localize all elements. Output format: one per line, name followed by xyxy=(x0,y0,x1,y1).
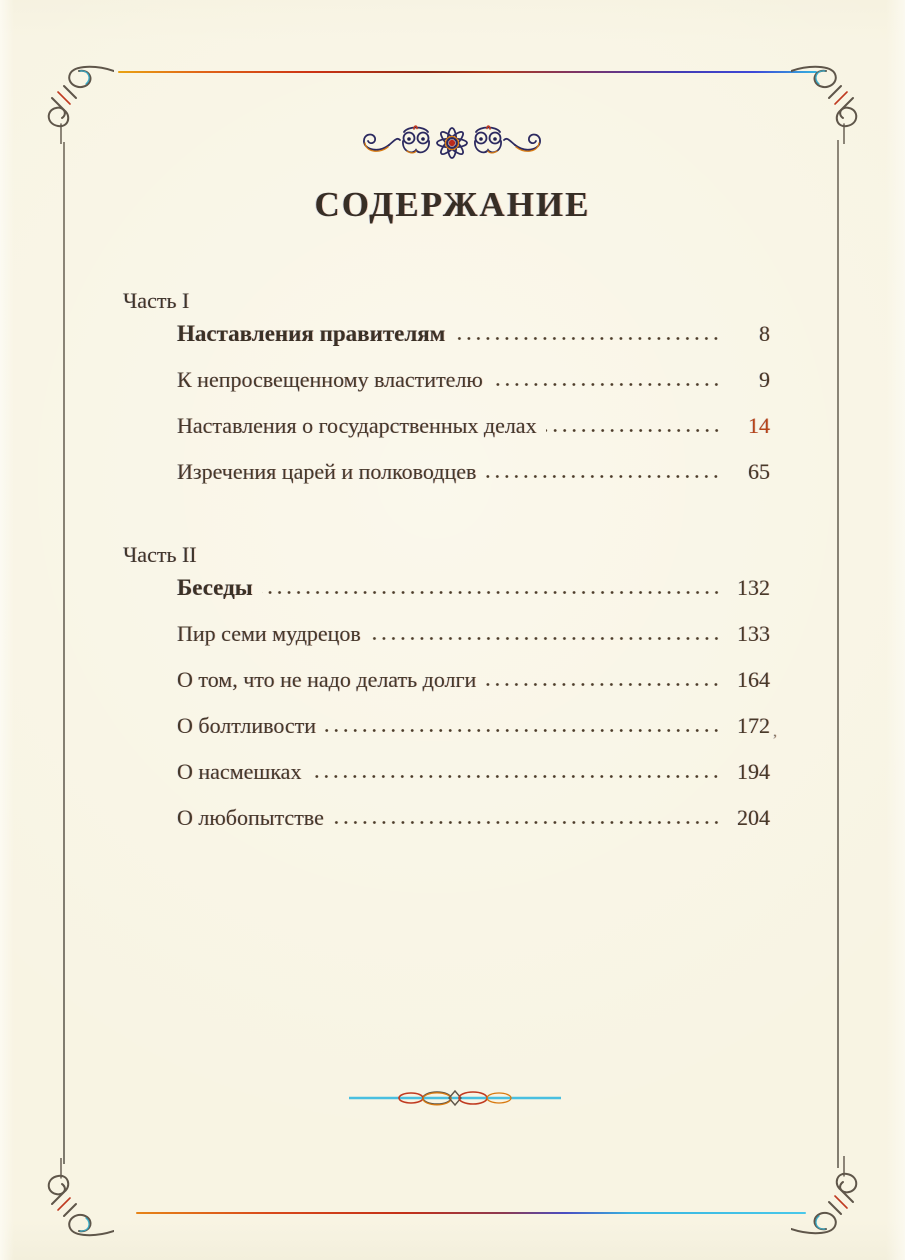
page-number: 9 xyxy=(759,367,770,392)
corner-knot-flourish-top-right xyxy=(791,64,871,144)
page-number: 204 xyxy=(737,805,770,830)
toc-entry xyxy=(123,414,770,437)
headpiece-ornament xyxy=(357,122,547,164)
page-number: 8 xyxy=(759,321,770,346)
entry-title: Пир семи мудрецов xyxy=(177,621,361,646)
entry-title: Изречения царей и полководцев xyxy=(177,459,477,484)
dot-leader xyxy=(333,820,721,825)
toc-entry xyxy=(123,576,770,599)
entry-title: О насмешках xyxy=(177,759,302,784)
toc-entry xyxy=(123,760,770,783)
toc-entry xyxy=(123,806,770,829)
page-number: 133 xyxy=(737,621,770,646)
toc-section-part-1 xyxy=(123,289,770,483)
entry-title: К непросвещенному властителю xyxy=(177,367,483,392)
entry-title: О том, что не надо делать долги xyxy=(177,667,477,692)
page-number: 65 xyxy=(748,459,770,484)
corner-knot-flourish-bottom-right xyxy=(791,1156,871,1236)
page-number: 132 xyxy=(737,575,770,600)
entry-title: О любопытстве xyxy=(177,805,324,830)
table-of-contents xyxy=(123,288,777,852)
tailpiece-ornament xyxy=(349,1086,561,1110)
dot-leader xyxy=(492,382,721,387)
frame-border-left xyxy=(63,142,65,1164)
corner-knot-flourish-bottom-left xyxy=(34,1158,114,1238)
entry-title: О болтливости xyxy=(177,713,317,738)
frame-border-top xyxy=(118,71,817,73)
toc-entry xyxy=(123,322,770,345)
toc-entry xyxy=(123,460,770,483)
toc-entry xyxy=(123,622,770,645)
stray-ink-mark: , xyxy=(773,723,777,740)
toc-section-part-2 xyxy=(123,542,777,830)
toc-entry xyxy=(123,713,777,740)
dot-leader xyxy=(262,590,721,595)
section-label: Часть II xyxy=(123,542,197,567)
dot-leader xyxy=(454,336,721,341)
frame-border-bottom xyxy=(136,1212,806,1214)
dot-leader xyxy=(485,474,721,479)
page-number: 164 xyxy=(737,667,770,692)
page-title: СОДЕРЖАНИЕ xyxy=(314,185,591,224)
toc-entry xyxy=(123,368,770,391)
section-label: Часть I xyxy=(123,288,190,313)
corner-knot-flourish-top-left xyxy=(34,64,114,144)
page-number: 172 , xyxy=(724,714,770,737)
page-number: 14 xyxy=(748,413,770,438)
dot-leader xyxy=(325,728,721,733)
entry-title: Беседы xyxy=(177,575,253,600)
page-number: 194 xyxy=(737,759,770,784)
dot-leader xyxy=(370,636,721,641)
dot-leader xyxy=(310,774,721,779)
dot-leader xyxy=(546,428,721,433)
dot-leader xyxy=(485,682,721,687)
entry-title: Наставления правителям xyxy=(177,321,446,346)
frame-border-right xyxy=(837,140,839,1168)
toc-entry xyxy=(123,668,770,691)
entry-title: Наставления о государственных делах xyxy=(177,413,537,438)
